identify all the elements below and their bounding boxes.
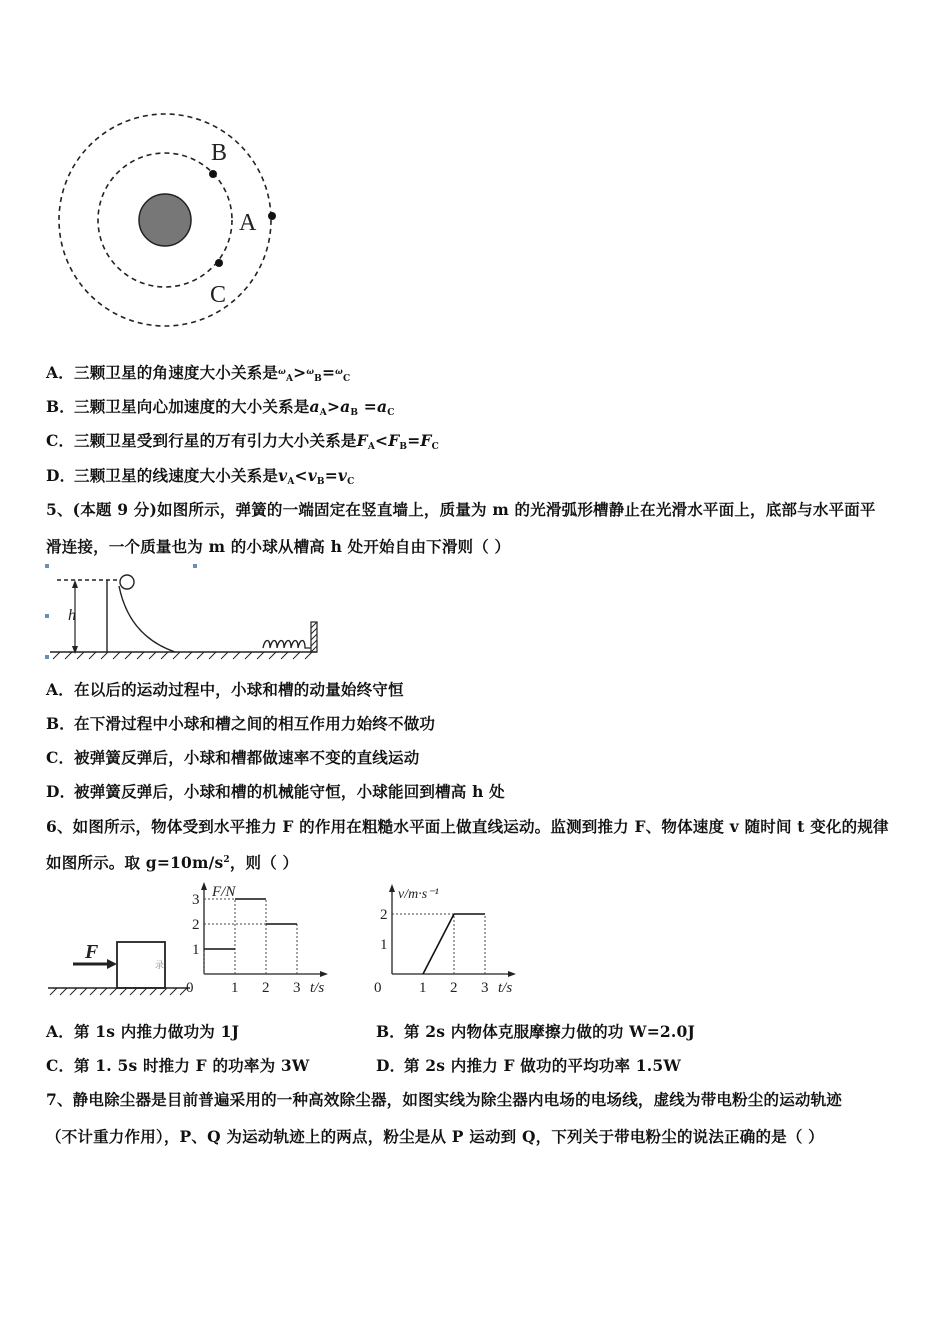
x-tick-label: 1 (419, 980, 427, 996)
corner-mark (45, 614, 49, 618)
q4-option-c[interactable]: C．三颗卫星受到行星的万有引力大小关系是$F_A<F_B=F_C$ (46, 431, 440, 452)
q6-stem-line1: 6、如图所示，物体受到水平推力 F 的作用在粗糙水平面上做直线运动。监测到推力 F、物体速度 v 随时间 t 变化的规律 (46, 817, 889, 836)
q5-option-c[interactable]: C．被弹簧反弹后，小球和槽都做速率不变的直线运动 (46, 748, 420, 767)
x-axis-arrow (320, 971, 328, 977)
y-axis-arrow (389, 884, 395, 892)
corner-mark (193, 564, 197, 568)
corner-mark (45, 564, 49, 568)
q7-stem-line1: 7、静电除尘器是目前普遍采用的一种高效除尘器，如图实线为除尘器内电场的电场线，虚线为带电粉尘的运动轨迹 (46, 1090, 842, 1109)
x-axis-arrow (508, 971, 516, 977)
height-label: h (68, 607, 76, 624)
spring (263, 641, 313, 649)
q6-option-d[interactable]: D．第 2s 内推力 F 做功的平均功率 1.5W (376, 1056, 681, 1075)
arrow-head-up (72, 580, 78, 588)
satellite-b (209, 170, 217, 178)
q6-stem-line2: 如图所示。取 $g=10m/s^2$，则（ ） (46, 853, 299, 872)
corner-mark (45, 655, 49, 659)
q5-stem-line1: 5、(本题 9 分)如图所示，弹簧的一端固定在竖直墙上，质量为 m 的光滑弧形槽静止在光滑水平面上，底部与水平面平 (46, 500, 876, 519)
x-tick-label: 3 (293, 980, 301, 996)
q6-block-figure (45, 930, 195, 1000)
q4-option-b[interactable]: B．三颗卫星向心加速度的大小关系是$a_A>a_B =a_C$ (46, 397, 395, 418)
q5-figure (45, 562, 325, 667)
q5-option-b[interactable]: B．在下滑过程中小球和槽之间的相互作用力始终不做功 (46, 714, 436, 733)
series-segment (423, 914, 454, 974)
x-tick-label: 1 (231, 980, 239, 996)
y-axis-arrow (201, 882, 207, 890)
x-tick-label: 0 (186, 980, 194, 996)
ball (120, 575, 134, 589)
q5-stem-line2: 滑连接，一个质量也为 m 的小球从槽高 h 处开始自由下滑则（ ） (46, 537, 511, 556)
q4-option-a[interactable]: A．三颗卫星的角速度大小关系是$^\omega_A$>$^\omega_B$=$^\omega_C$ (46, 363, 351, 384)
q4-option-d[interactable]: D．三颗卫星的线速度大小关系是$v_A<v_B=v_C$ (46, 466, 355, 487)
ground-hatch (53, 652, 312, 659)
x-axis-label: t/s (310, 980, 325, 996)
x-tick-label: 0 (374, 980, 382, 996)
velocity-time-graph (370, 880, 525, 998)
x-tick-label: 3 (481, 980, 489, 996)
y-axis-label: v/m·s⁻¹ (398, 887, 439, 902)
q5-option-d[interactable]: D．被弹簧反弹后，小球和槽的机械能守恒，小球能回到槽高 h 处 (46, 782, 505, 801)
q5-option-a[interactable]: A．在以后的运动过程中，小球和槽的动量始终守恒 (46, 680, 404, 699)
groove-arc (119, 586, 175, 652)
y-tick-label: 1 (380, 937, 388, 953)
block-mark: 录 (155, 960, 165, 970)
force-label: F (85, 941, 99, 963)
label-c: C (210, 282, 227, 308)
ground-hatch (50, 988, 187, 995)
planet (139, 194, 191, 246)
orbit-figure (55, 110, 285, 335)
q7-stem-line2: （不计重力作用），P、Q 为运动轨迹上的两点，粉尘是从 P 运动到 Q，下列关于带电粉尘的说法正确的是（ ） (46, 1127, 824, 1146)
y-tick-label: 2 (192, 917, 200, 933)
force-arrow-head (107, 959, 117, 969)
q6-option-b[interactable]: B．第 2s 内物体克服摩擦力做的功 W=2.0J (376, 1022, 695, 1041)
label-b: B (211, 140, 228, 166)
q6-option-a[interactable]: A．第 1s 内推力做功为 1J (46, 1022, 240, 1041)
y-tick-label: 2 (380, 907, 388, 923)
y-tick-label: 1 (192, 942, 200, 958)
label-a: A (239, 210, 257, 236)
x-axis-label: t/s (498, 980, 513, 996)
force-time-graph (186, 880, 336, 998)
x-tick-label: 2 (262, 980, 270, 996)
y-tick-label: 3 (192, 892, 200, 908)
satellite-a (268, 212, 276, 220)
satellite-c (215, 259, 223, 267)
y-axis-label: F/N (212, 884, 236, 900)
x-tick-label: 2 (450, 980, 458, 996)
q6-option-c[interactable]: C．第 1. 5s 时推力 F 的功率为 3W (46, 1056, 310, 1075)
